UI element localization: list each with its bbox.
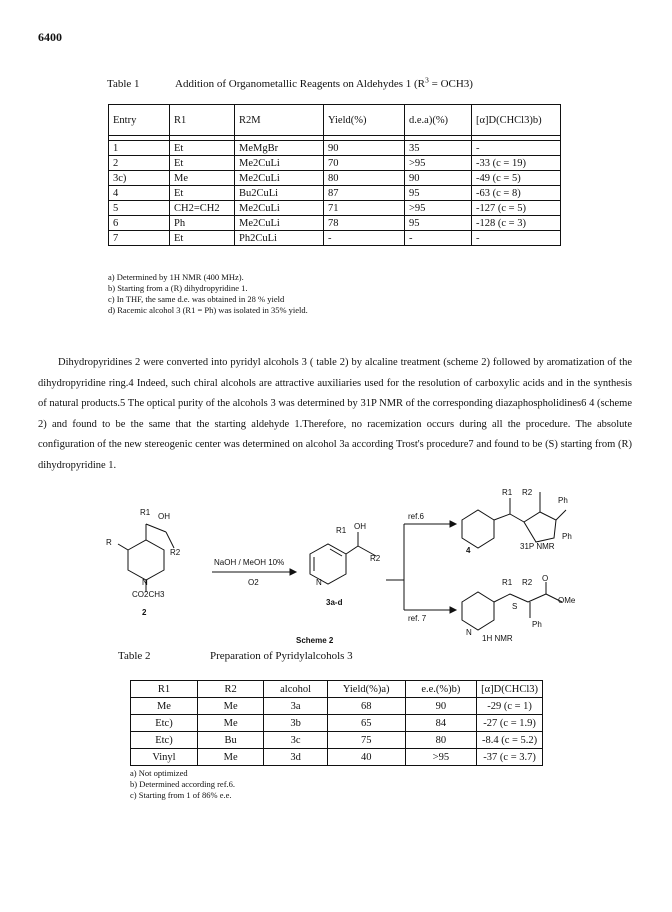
label-s: S — [512, 602, 518, 611]
table1-cell: MeMgBr — [235, 141, 324, 156]
table1-row — [109, 186, 561, 201]
label-r1: R1 — [502, 578, 513, 587]
table2-footnotes — [130, 768, 235, 801]
compound-4-label: 4 — [466, 546, 471, 555]
table1-row — [109, 231, 561, 246]
table1-cell: Et — [170, 141, 235, 156]
table1-cell: Me — [170, 171, 235, 186]
table2-row — [131, 715, 543, 732]
table2-cell: Etc) — [131, 715, 198, 732]
table1-row — [109, 171, 561, 186]
table1-cell: 87 — [324, 186, 405, 201]
table2-cell: 75 — [327, 732, 405, 749]
label-ph: Ph — [558, 496, 568, 505]
table1-header-cell: Yield(%) — [324, 105, 405, 136]
table1-footnotes — [108, 272, 308, 316]
label-r2: R2 — [370, 554, 381, 563]
ref7-label: ref. 7 — [408, 614, 427, 623]
table2-footnote: a) Not optimized — [130, 768, 188, 778]
table1-cell: -63 (c = 8) — [472, 186, 561, 201]
table1-header-cell: R2M — [235, 105, 324, 136]
table1-cell: Me2CuLi — [235, 171, 324, 186]
table2-cell: 90 — [405, 698, 477, 715]
label-r2: R2 — [522, 488, 533, 497]
table1-cell: 5 — [109, 201, 170, 216]
label-co2ch3: CO2CH3 — [132, 590, 165, 599]
table1-header-cell: [α]D(CHCl3)b) — [472, 105, 561, 136]
table2-cell: >95 — [405, 749, 477, 766]
table2-cell: 68 — [327, 698, 405, 715]
label-n: N — [316, 578, 322, 587]
table1-cell: - — [472, 141, 561, 156]
table2-row — [131, 749, 543, 766]
label-ph: Ph — [562, 532, 572, 541]
table1-cell: -127 (c = 5) — [472, 201, 561, 216]
table2-cell: -29 (c = 1) — [477, 698, 543, 715]
table1-header-cell: Entry — [109, 105, 170, 136]
table2-cell: Vinyl — [131, 749, 198, 766]
product5-pyridine-ring — [462, 592, 494, 630]
table1-row — [109, 141, 561, 156]
table2-cell: Etc) — [131, 732, 198, 749]
table2-cell: -8.4 (c = 5.2) — [477, 732, 543, 749]
table1-header-row — [109, 105, 561, 136]
table1-cell: 90 — [405, 171, 472, 186]
table1-cell: Bu2CuLi — [235, 186, 324, 201]
label-r1: R1 — [502, 488, 513, 497]
table1-header-cell: d.e.a)(%) — [405, 105, 472, 136]
table1-cell: -49 (c = 5) — [472, 171, 561, 186]
label-n: N — [142, 578, 148, 587]
compound-3-label: 3a-d — [326, 598, 343, 607]
table1-cell: 80 — [324, 171, 405, 186]
table1-cell: 71 — [324, 201, 405, 216]
table1-cell: 95 — [405, 216, 472, 231]
label-r1: R1 — [336, 526, 347, 535]
table1-cell: 90 — [324, 141, 405, 156]
scheme-2 — [100, 462, 580, 652]
p-nmr-label: 31P NMR — [520, 542, 555, 551]
label-ph: Ph — [532, 620, 542, 629]
table2-title: Preparation of Pyridylalcohols 3 — [210, 650, 353, 662]
table1-footnote: b) Starting from a (R) dihydropyridine 1. — [108, 283, 248, 293]
table2-cell: 84 — [405, 715, 477, 732]
dihydropyridine-ring — [128, 540, 164, 580]
table1-title: Addition of Organometallic Reagents on Aldehydes 1 $(R^3 = OCH3)$ — [175, 75, 473, 90]
table1-body — [109, 141, 561, 246]
table1-cell: Ph2CuLi — [235, 231, 324, 246]
table2-cell: Me — [131, 698, 198, 715]
table2-cell: -37 (c = 3.7) — [477, 749, 543, 766]
table1-cell: - — [472, 231, 561, 246]
table1-cell: Et — [170, 156, 235, 171]
table1-row — [109, 156, 561, 171]
label-o: O — [542, 574, 549, 583]
table2-footnote: c) Starting from 1 of 86% e.e. — [130, 790, 232, 800]
table2-cell: Me — [197, 715, 263, 732]
label-r2: R2 — [170, 548, 181, 557]
label-r1: R1 — [140, 508, 151, 517]
label-r2: R2 — [522, 578, 533, 587]
table2-cell: Me — [197, 749, 263, 766]
table2-header-cell: Yield(%)a) — [327, 681, 405, 698]
table2-row — [131, 698, 543, 715]
table1-cell: -128 (c = 3) — [472, 216, 561, 231]
table1-footnote: a) Determined by 1H NMR (400 MHz). — [108, 272, 244, 282]
table2-cell: -27 (c = 1.9) — [477, 715, 543, 732]
table2-header-row — [131, 681, 543, 698]
label-r: R — [106, 538, 112, 547]
table1-cell: Et — [170, 231, 235, 246]
table1-header-cell: R1 — [170, 105, 235, 136]
label-oh: OH — [354, 522, 366, 531]
table1-footnote: d) Racemic alcohol 3 (R1 = Ph) was isolated in 35% yield. — [108, 305, 308, 315]
body-paragraph-text: Dihydropyridines 2 were converted into pyridyl alcohols 3 ( table 2) by alcaline treatment (scheme 2) followed by aromatization of the dihydropyridine ring.4 Indeed, such chiral alcohols are attractive auxiliaries used for the resolution of carboxylic acids and in the synthesis of natural products.5 The optical purity of the alcohols 3 was determined by 31P NMR of the corresponding diazaphospholidines6 4 (scheme 2) and found to be the same that the starting aldehyde 1.Therefore, no racemization occurs during all the procedure. The absolute configuration of the new stereogenic center was determined on alcohol 3a according Trost's procedure7 and found to be (S) starting from (R) dihydropyridine 1. — [38, 357, 632, 471]
table2-header-cell: R1 — [131, 681, 198, 698]
table2-cell: 3d — [264, 749, 328, 766]
table1-footnote: c) In THF, the same d.e. was obtained in 28 % yield — [108, 294, 285, 304]
label-ome: OMe — [558, 596, 576, 605]
table1-cell: - — [405, 231, 472, 246]
table2-cell: 3a — [264, 698, 328, 715]
table2-footnote: b) Determined according ref.6. — [130, 779, 236, 789]
table1-cell: 3c) — [109, 171, 170, 186]
table1-cell: >95 — [405, 201, 472, 216]
table2-header-cell: e.e.(%)b) — [405, 681, 477, 698]
body-paragraph — [38, 353, 632, 476]
table1-cell: 35 — [405, 141, 472, 156]
table2-cell: 3c — [264, 732, 328, 749]
table1-cell: 95 — [405, 186, 472, 201]
ref6-label: ref.6 — [408, 512, 425, 521]
table1-cell: - — [324, 231, 405, 246]
table2-cell: Me — [197, 698, 263, 715]
table2-header-cell: R2 — [197, 681, 263, 698]
oxidant-label: O2 — [248, 578, 259, 587]
label-oh: OH — [158, 512, 170, 521]
table1-cell: 4 — [109, 186, 170, 201]
table1-cell: 6 — [109, 216, 170, 231]
reagents-label: NaOH / MeOH 10% — [214, 558, 285, 567]
table2-cell: 80 — [405, 732, 477, 749]
table2-cell: Bu — [197, 732, 263, 749]
label-n: N — [466, 628, 472, 637]
table1-cell: CH2=CH2 — [170, 201, 235, 216]
table1-cell: 7 — [109, 231, 170, 246]
table2 — [130, 680, 543, 766]
table1-cell: 2 — [109, 156, 170, 171]
table1 — [108, 104, 561, 246]
table1-label: Table 1 — [107, 78, 140, 90]
table1-cell: 78 — [324, 216, 405, 231]
table2-header-cell: alcohol — [264, 681, 328, 698]
scheme-caption: Scheme 2 — [296, 636, 334, 645]
diazaphospholidine-ring — [524, 512, 556, 542]
table1-cell: Ph — [170, 216, 235, 231]
table1-cell: 1 — [109, 141, 170, 156]
table1-cell: 70 — [324, 156, 405, 171]
product4-pyridine-ring — [462, 510, 494, 548]
table1-cell: >95 — [405, 156, 472, 171]
table2-row — [131, 732, 543, 749]
table2-cell: 40 — [327, 749, 405, 766]
table2-body — [131, 698, 543, 766]
table1-cell: Et — [170, 186, 235, 201]
table1-cell: -33 (c = 19) — [472, 156, 561, 171]
table1-row — [109, 216, 561, 231]
page-number: 6400 — [38, 30, 62, 44]
table1-cell: Me2CuLi — [235, 216, 324, 231]
table2-cell: 65 — [327, 715, 405, 732]
compound-2-label: 2 — [142, 608, 147, 617]
h-nmr-label: 1H NMR — [482, 634, 513, 643]
table1-cell: Me2CuLi — [235, 201, 324, 216]
table2-label: Table 2 — [118, 650, 151, 662]
table2-cell: 3b — [264, 715, 328, 732]
table1-row — [109, 201, 561, 216]
table1-cell: Me2CuLi — [235, 156, 324, 171]
table2-header-cell: [α]D(CHCl3) — [477, 681, 543, 698]
